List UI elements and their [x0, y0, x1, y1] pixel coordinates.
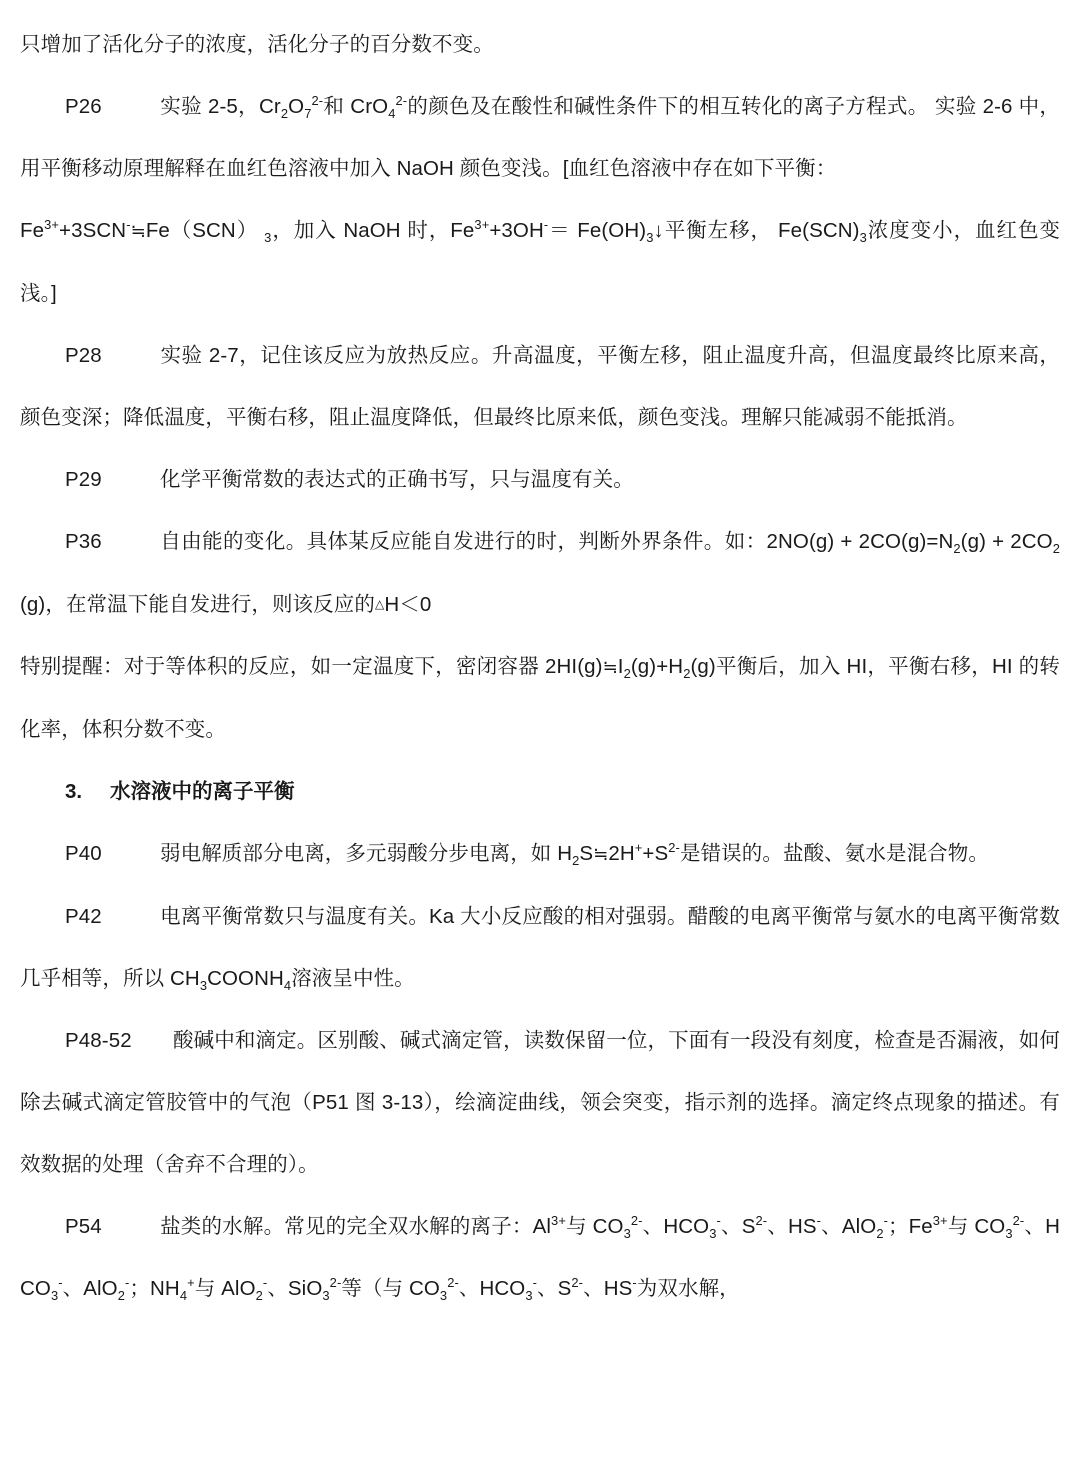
p54-sub-2-b: 2	[117, 1288, 125, 1304]
p26-text-a: 实验 2-5，Cr	[160, 95, 281, 118]
p54-sup-minus-g: -	[532, 1275, 538, 1291]
p54-sub-3-e: 3	[322, 1288, 330, 1304]
p54-sup-minus-d: -	[58, 1275, 63, 1291]
p54-sub-3: 3	[623, 1226, 631, 1242]
p54-sup-2minus-b: 2-	[755, 1213, 768, 1229]
p54-sup-2minus-d: 2-	[329, 1275, 342, 1291]
equilibrium-symbol-3: ≒	[593, 844, 609, 865]
p54-sub-2-c: 2	[255, 1288, 263, 1304]
p40-sub-2: 2	[572, 853, 580, 869]
note-sub-2: 2	[623, 666, 631, 682]
p54-sup-minus-c: -	[883, 1213, 889, 1229]
p26-sup-charge2: 2-	[395, 93, 408, 109]
fe-text-i: 浓度变小，血红色变浅。]	[20, 219, 1061, 305]
fe-text-d: ，加入 NaOH 时，Fe	[271, 219, 475, 242]
fe-sup-3plus: 3+	[44, 217, 60, 233]
p54-text-p: 、S	[537, 1277, 572, 1300]
p54-sub-4: 4	[179, 1288, 188, 1304]
page-ref-label-p42: P42	[65, 905, 102, 928]
paragraph-p29	[20, 449, 1060, 511]
page-ref-label-p28: P28	[65, 344, 102, 367]
p40-text-d: +S	[642, 842, 669, 865]
p54-text-l: 与 AlO	[194, 1277, 256, 1300]
p48-52-text: 酸碱中和滴定。区别酸、碱式滴定管，读数保留一位，下面有一段没有刻度，检查是否漏液，如何除去碱式滴定管胶管中的气泡（P51 图 3-13），绘滴淀曲线，领会突变，指示剂的选择。滴定终点现象的描述。有效数据的处理（舍弃不合理的）。	[20, 1029, 1060, 1176]
p54-sup-2minus-f: 2-	[571, 1275, 584, 1291]
p54-text-h: 与 CO	[947, 1215, 1006, 1238]
p40-text-a: 弱电解质部分电离，多元弱酸分步电离，如 H	[160, 842, 573, 865]
section-number: 3.	[65, 780, 83, 803]
p40-sup-plus: +	[634, 840, 643, 856]
p54-text-r: 为双水解，	[636, 1277, 740, 1300]
section-heading-3	[20, 761, 1060, 823]
p54-sup-3plus-b: 3+	[932, 1213, 948, 1229]
p54-sup-minus-f: -	[262, 1275, 268, 1291]
p54-sub-3-g: 3	[525, 1288, 533, 1304]
equilibrium-symbol-1: ≒	[130, 221, 146, 242]
equilibrium-symbol-2: ≒	[602, 657, 618, 678]
page-ref-label-p40: P40	[65, 842, 102, 865]
fe-text-b: +3SCN	[59, 219, 127, 242]
fe-text-g: ↓平衡左移，	[653, 219, 773, 242]
p54-sup-plus: +	[187, 1275, 195, 1291]
p26-sub-7: 7	[304, 106, 312, 122]
p54-sup-2minus: 2-	[630, 1213, 643, 1229]
paragraph-fe-equation	[20, 200, 1060, 325]
page-ref-label-p48-52: P48-52	[65, 1029, 132, 1052]
fe-text-c: Fe（SCN）	[145, 219, 259, 242]
p42-sub-4: 4	[283, 978, 292, 994]
p26-sup-charge1: 2-	[311, 93, 324, 109]
p28-text: 实验 2-7，记住该反应为放热反应。升高温度，平衡左移，阻止温度升高，但温度最终比原来高，颜色变深；降低温度，平衡右移，阻止温度降低，但最终比原来低，颜色变浅。理解只能减弱不能抵消。	[20, 344, 1060, 429]
p42-text-b: COONH	[207, 967, 284, 990]
p54-sup-minus: -	[716, 1213, 721, 1229]
note-text-a: 特别提醒：对于等体积的反应，如一定温度下，密闭容器 2HI(g)	[20, 655, 603, 678]
p36-text-c: (g)，在常温下能自发进行，则该反应的	[20, 593, 375, 616]
fe-text-a: Fe	[20, 219, 45, 242]
note-sub-2-b: 2	[683, 666, 691, 682]
fe-sub-3-c: 3	[859, 230, 867, 246]
p54-text-e: 、HS	[767, 1215, 817, 1238]
fe-text-e: +3OH	[489, 219, 544, 242]
p54-sub-3-b: 3	[709, 1226, 717, 1242]
section-title: 水溶液中的离子平衡	[110, 780, 295, 803]
paragraph-p42	[20, 886, 1060, 1010]
p36-text-d: H＜0	[384, 593, 432, 616]
fe-sup-minus-2: -	[543, 217, 549, 233]
p26-text-b: 和 CrO	[323, 95, 389, 118]
p36-text-b: (g) + 2CO	[960, 530, 1053, 553]
p54-sub-3-d: 3	[50, 1288, 59, 1304]
paragraph-top-continuation: 只增加了活化分子的浓度，活化分子的百分数不变。	[20, 33, 494, 56]
p42-sub-3: 3	[199, 978, 208, 994]
p36-sub-2: 2	[953, 541, 961, 557]
fe-sub-3: 3	[264, 230, 272, 246]
fe-equation-lhs	[20, 217, 272, 246]
p54-sup-minus-e: -	[125, 1275, 130, 1291]
p54-sup-3plus: 3+	[551, 1213, 566, 1229]
p36-sub-2-b: 2	[1052, 541, 1060, 557]
p54-sub-2: 2	[876, 1226, 884, 1242]
page-ref-label-p36: P36	[65, 530, 102, 553]
paragraph-p28	[20, 325, 1060, 449]
p54-text-a: 盐类的水解。常见的完全双水解的离子：Al	[160, 1215, 552, 1238]
page-ref-label-p54: P54	[65, 1215, 102, 1238]
p54-text-g: ；Fe	[888, 1215, 933, 1238]
p54-text-d: 、S	[720, 1215, 756, 1238]
p54-text-b: 与 CO	[565, 1215, 624, 1238]
paragraph-p36	[20, 511, 1060, 636]
p54-text-n: 等（与 CO	[341, 1277, 440, 1300]
fe-text-h: Fe(SCN)	[778, 219, 860, 242]
p54-text-m: 、SiO	[267, 1277, 323, 1300]
fe-sup-3plus-2: 3+	[474, 217, 490, 233]
paragraph-p40	[20, 823, 1060, 886]
p54-text-j: 、AlO	[62, 1277, 118, 1300]
p26-text-c: 的颜色及在酸性和碱性条件下的相互转化的离子方程式。	[407, 95, 929, 118]
fe-sup-minus: -	[126, 217, 131, 233]
p42-text-c: 溶液呈中性。	[291, 967, 415, 990]
note-text-d: (g)平衡后，加入 HI，平衡右移，HI 的转化率，体积分数不变。	[20, 655, 1060, 741]
p54-sub-3-c: 3	[1005, 1226, 1013, 1242]
p54-text-q: 、HS	[583, 1277, 633, 1300]
paragraph-p48-52	[20, 1010, 1060, 1196]
document-body	[20, 14, 1060, 1320]
p54-sup-minus-h: -	[632, 1275, 637, 1291]
page-ref-label-p26: P26	[65, 95, 102, 118]
note-text-b: I	[617, 655, 624, 678]
p54-sup-2minus-c: 2-	[1012, 1213, 1025, 1229]
p54-sub-3-f: 3	[439, 1288, 448, 1304]
p40-text-c: 2H	[608, 842, 635, 865]
page-ref-label-p29: P29	[65, 468, 102, 491]
p54-text-k: ；NH	[129, 1277, 180, 1300]
note-text-c: (g)+H	[630, 655, 684, 678]
p40-sup-2minus: 2-	[668, 840, 680, 856]
p54-text-i: 、HCO	[20, 1215, 1060, 1300]
p42-text-a: 电离平衡常数只与温度有关。Ka 大小反应酸的相对强弱。醋酸的电离平衡常与氨水的电离平衡常数几乎相等，所以 CH	[20, 905, 1060, 990]
p54-text-c: 、HCO	[642, 1215, 710, 1238]
p26-text-o: O	[288, 95, 305, 118]
p40-text-b: S	[579, 842, 594, 865]
fe-text-f: ＝ Fe(OH)	[548, 219, 647, 242]
p36-text-a: 自由能的变化。具体某反应能自发进行的时，判断外界条件。如：2NO(g) + 2CO(g)=N	[160, 530, 954, 553]
delta-triangle-icon: △	[374, 597, 385, 611]
p54-sup-2minus-e: 2-	[447, 1275, 459, 1291]
paragraph-p26	[20, 76, 1060, 200]
p26-text-d: 实验 2-6 中，用平衡移动原理解释在血红色溶液中加入 NaOH 颜色变浅。[血红色溶液中存在如下平衡：	[20, 95, 1061, 180]
p29-text: 化学平衡常数的表达式的正确书写，只与温度有关。	[160, 468, 634, 491]
p54-sup-minus-b: -	[816, 1213, 822, 1229]
p54-text-o: 、HCO	[458, 1277, 526, 1300]
p40-text-e: 是错误的。盐酸、氨水是混合物。	[679, 842, 989, 865]
paragraph-special-note	[20, 636, 1060, 761]
fe-sub-3-b: 3	[646, 230, 654, 246]
p54-text-f: 、AlO	[821, 1215, 877, 1238]
p26-sub-4: 4	[388, 106, 396, 122]
paragraph-p54	[20, 1196, 1060, 1320]
p26-sub-2: 2	[280, 106, 289, 122]
